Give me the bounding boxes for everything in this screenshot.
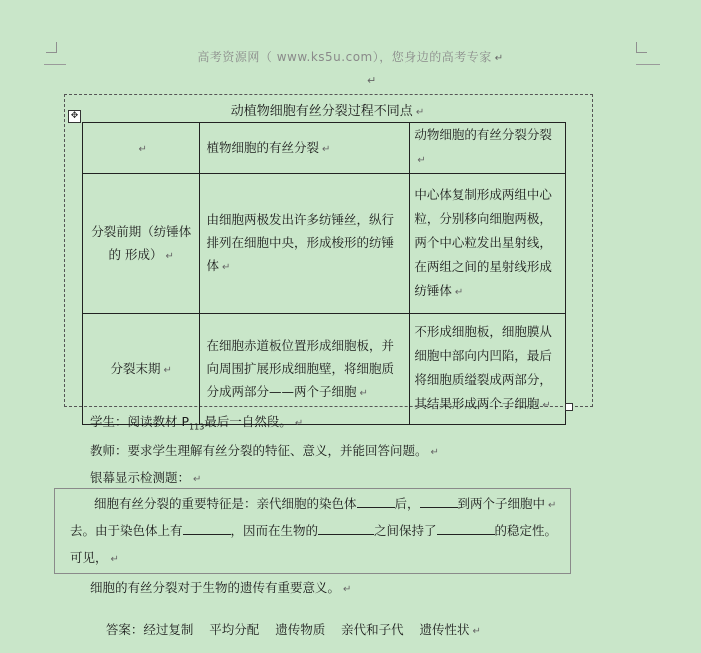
table-row: [83, 174, 566, 314]
answer-blank[interactable]: [357, 495, 395, 508]
table-row: [83, 314, 566, 425]
student-text-suffix: 最后一自然段。: [204, 414, 292, 429]
student-text: 学生：阅读教材 P: [90, 414, 190, 429]
answer-blank[interactable]: [437, 522, 495, 535]
answer-blank[interactable]: [183, 522, 231, 535]
answer-line: [90, 605, 481, 653]
teacher-text: 教师：要求学生理解有丝分裂的特征、意义，并能回答问题。: [90, 443, 428, 458]
cell-animal[interactable]: 中心体复制形成两组中心粒，分别移向细胞两极，两个中心粒发出星射线，在两组之间的星射线形成纺锤体 ↵: [410, 174, 566, 314]
screen-text: 银幕显示检测题：: [90, 470, 191, 485]
paragraph-mark: ↵: [367, 74, 377, 87]
screen-line: [90, 468, 201, 486]
answer-blank[interactable]: [318, 522, 374, 535]
question-line-2: 去。由于染色体上有 ，因而在生物的 之间保持了 的稳定性。: [70, 523, 558, 538]
cell-stage[interactable]: 分裂前期（纺锤体的 形成） ↵: [83, 174, 200, 314]
paragraph-mark: ↵: [415, 107, 425, 118]
paragraph-mark: ↵: [294, 418, 304, 429]
paragraph-mark: ↵: [430, 447, 439, 458]
cell-animal[interactable]: 不形成细胞板，细胞膜从细胞中部向内凹陷，最后将细胞质缢裂成两部分，其结果形成两个子细胞 ↵: [410, 314, 566, 425]
answer-text: 答案：经过复制 平均分配 遗传物质 亲代和子代 遗传性状: [105, 622, 470, 637]
paragraph-mark: ↵: [343, 584, 352, 595]
table-title: [64, 100, 591, 119]
cell-plant[interactable]: 由细胞两极发出许多纺锤丝，纵行排列在细胞中央，形成梭形的纺锤体 ↵: [200, 174, 410, 314]
header-text: 高考资源网（ www.ks5u.com），您身边的高考专家: [197, 50, 492, 64]
table-move-handle-icon[interactable]: ✥: [68, 110, 81, 123]
question-line-1: 细胞有丝分裂的重要特征是：亲代细胞的染色体 后， 到两个子细胞中 ↵: [94, 496, 557, 511]
paragraph-mark: ↵: [193, 474, 202, 485]
paragraph-mark: ↵: [494, 53, 504, 64]
table-title-text: 动植物细胞有丝分裂过程不同点: [230, 104, 413, 119]
cell-plant[interactable]: 在细胞赤道板位置形成细胞板，并向周围扩展形成细胞壁，将细胞质分成两部分——两个子细胞 ↵: [200, 314, 410, 425]
paragraph-mark: ↵: [472, 626, 481, 637]
page-header: [0, 48, 701, 65]
page-number: 113: [189, 422, 205, 432]
question-line-3: 可见， ↵: [70, 550, 119, 565]
header-cell-animal[interactable]: 动物细胞的有丝分裂分裂↵: [410, 123, 566, 174]
table-resize-handle[interactable]: [565, 403, 573, 411]
teacher-line: [90, 441, 439, 459]
answer-blank[interactable]: [420, 495, 458, 508]
comparison-table: [82, 122, 566, 425]
conclusion-line: [90, 578, 351, 596]
header-cell-plant[interactable]: 植物细胞的有丝分裂 ↵: [200, 123, 410, 174]
table-header-row: [83, 123, 566, 174]
header-cell-empty[interactable]: ↵: [83, 123, 200, 174]
conclusion-text: 细胞的有丝分裂对于生物的遗传有重要意义。: [90, 580, 341, 595]
student-line: [90, 412, 303, 432]
cell-stage[interactable]: 分裂末期 ↵: [83, 314, 200, 425]
